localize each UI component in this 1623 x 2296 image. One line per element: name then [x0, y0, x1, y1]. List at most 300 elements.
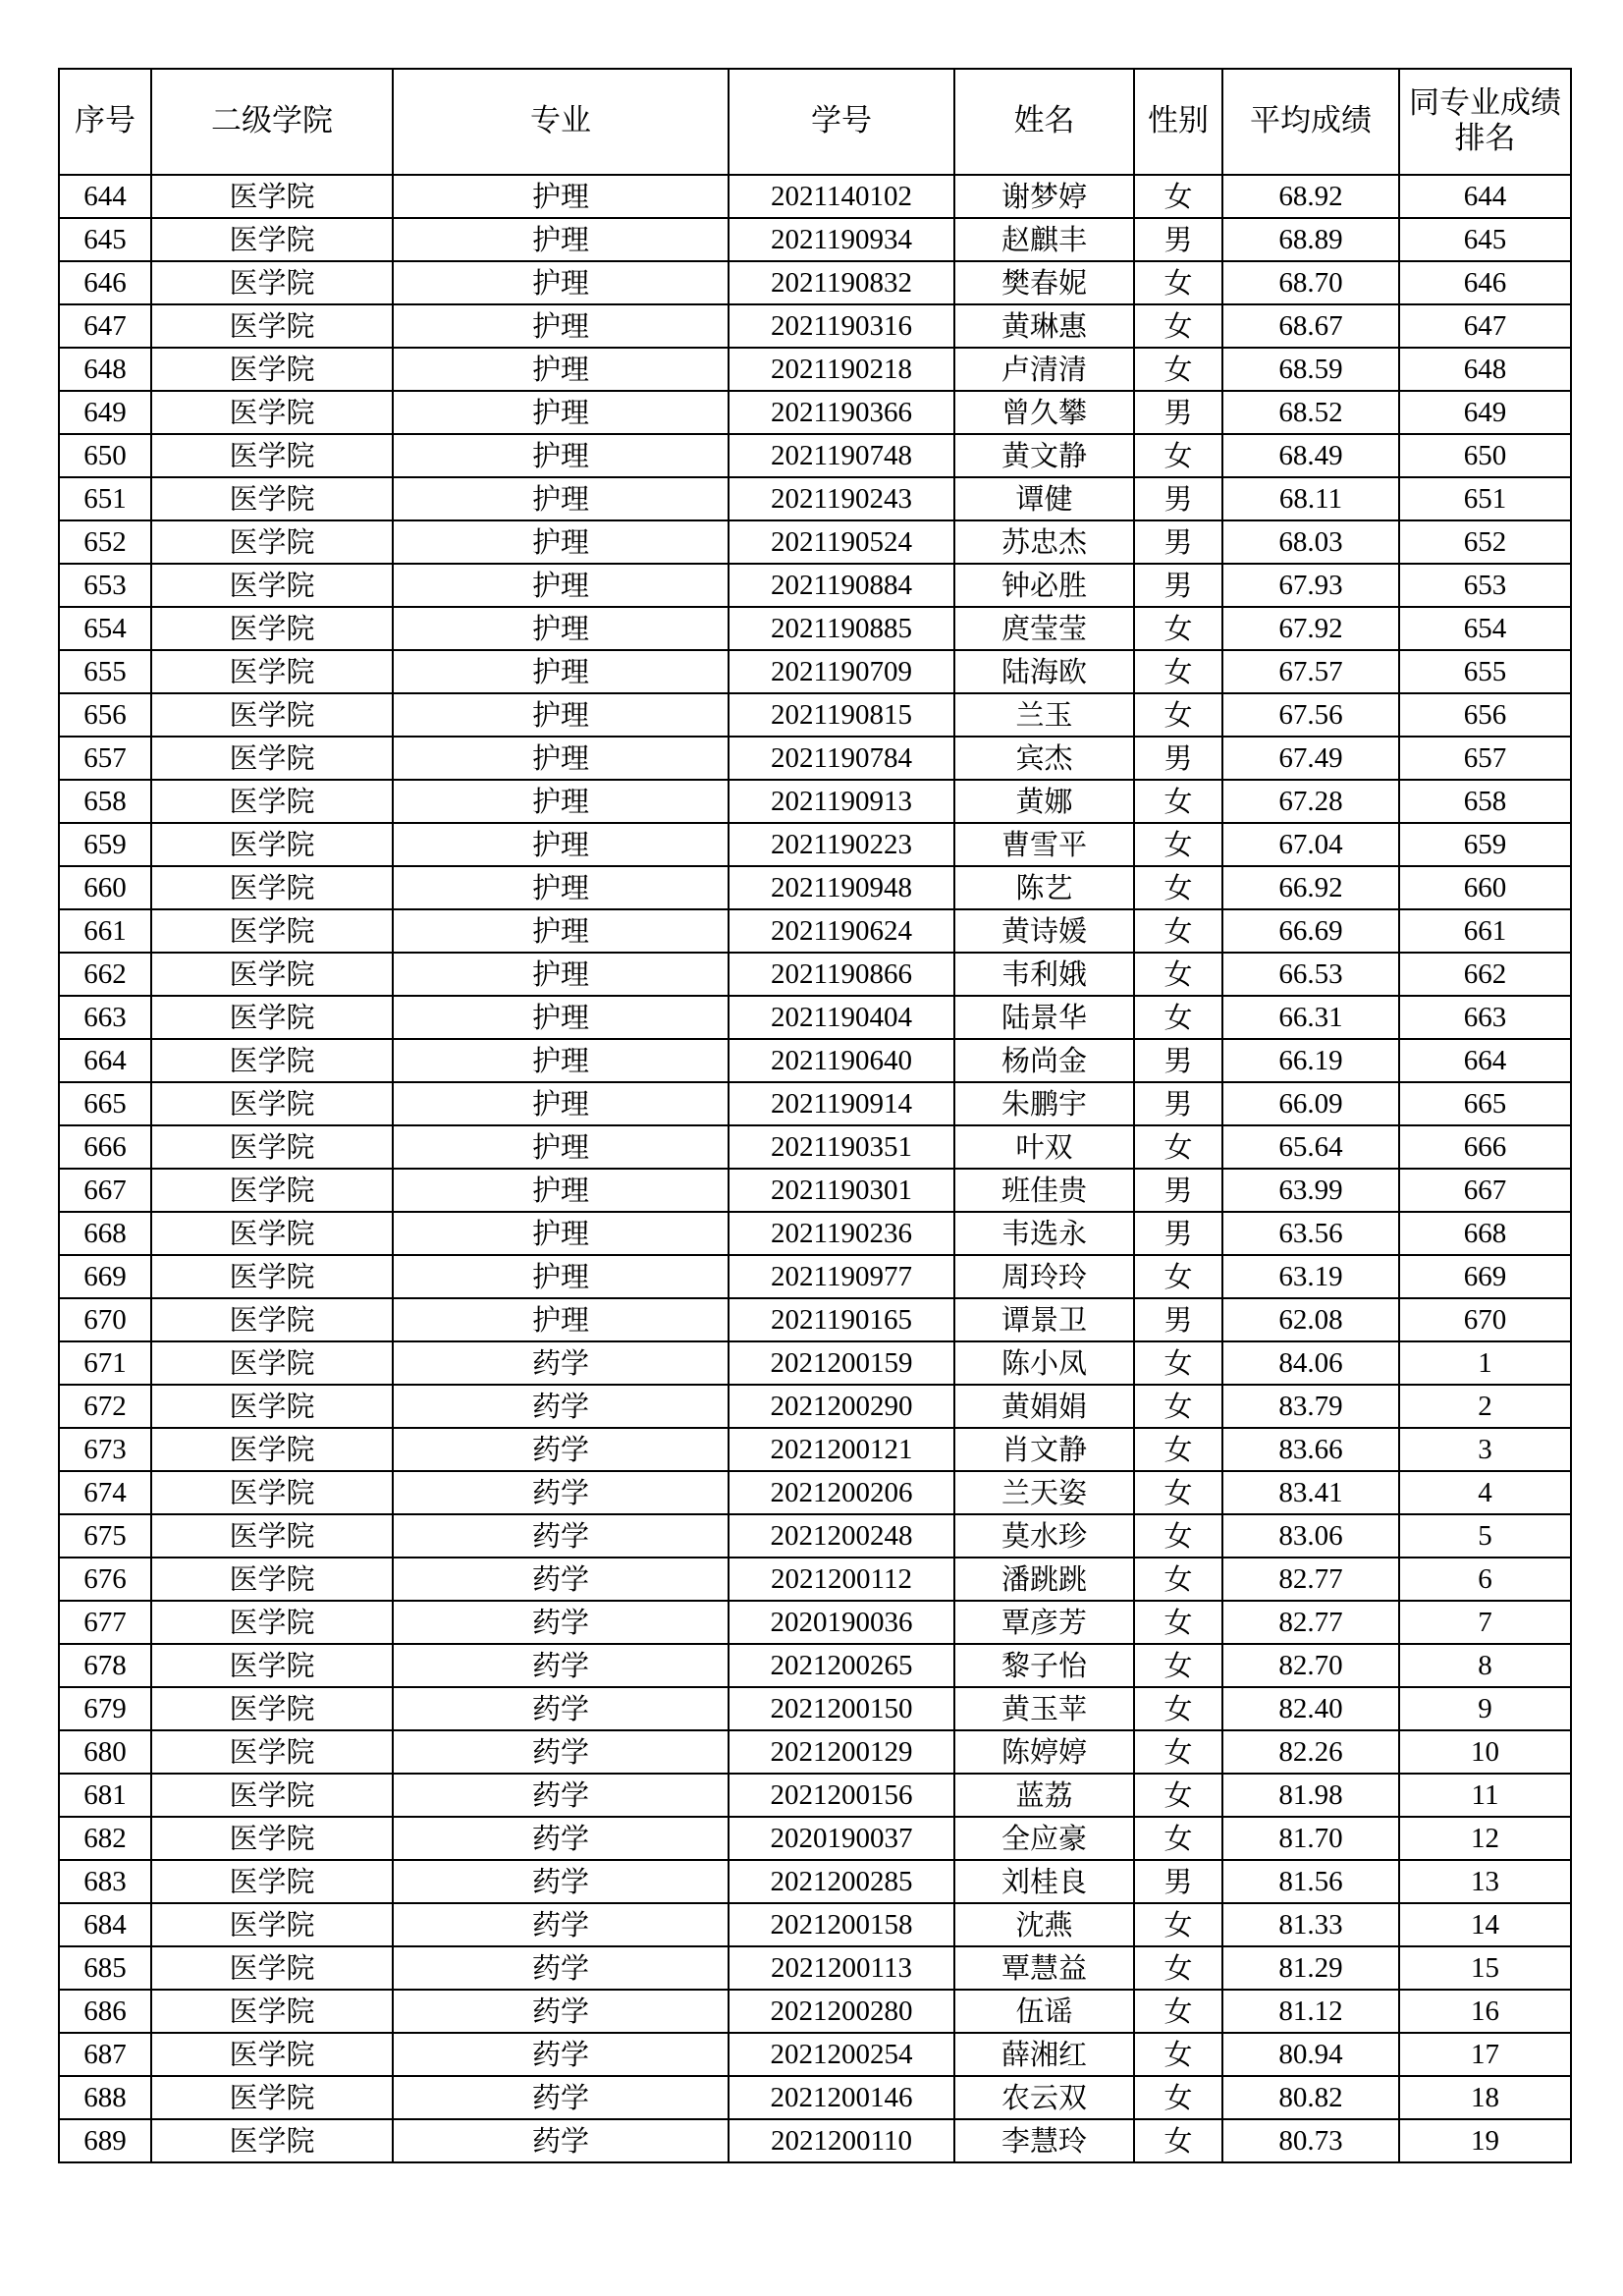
cell-college: 医学院	[151, 650, 393, 693]
cell-major: 护理	[393, 218, 729, 261]
cell-college: 医学院	[151, 737, 393, 780]
cell-major-rank: 659	[1399, 823, 1571, 866]
table-row	[59, 1255, 1571, 1298]
cell-gender: 男	[1134, 1039, 1222, 1082]
cell-gender: 女	[1134, 953, 1222, 996]
cell-gender: 女	[1134, 2119, 1222, 2162]
cell-average-score: 67.92	[1222, 607, 1399, 650]
cell-major-rank: 7	[1399, 1601, 1571, 1644]
cell-name: 陆海欧	[954, 650, 1134, 693]
cell-average-score: 81.56	[1222, 1860, 1399, 1903]
cell-major-rank: 16	[1399, 1990, 1571, 2033]
cell-gender: 女	[1134, 823, 1222, 866]
cell-name: 班佳贵	[954, 1169, 1134, 1212]
cell-major: 护理	[393, 261, 729, 304]
cell-college: 医学院	[151, 1687, 393, 1730]
cell-name: 潘跳跳	[954, 1558, 1134, 1601]
cell-gender: 女	[1134, 1687, 1222, 1730]
table-row	[59, 1730, 1571, 1774]
cell-name: 黄文静	[954, 434, 1134, 477]
cell-student-id: 2021190866	[729, 953, 954, 996]
table-row	[59, 1687, 1571, 1730]
cell-gender: 女	[1134, 1341, 1222, 1385]
cell-major-rank: 2	[1399, 1385, 1571, 1428]
header-average-score: 平均成绩	[1222, 69, 1399, 175]
cell-name: 兰天姿	[954, 1471, 1134, 1514]
cell-name: 肖文静	[954, 1428, 1134, 1471]
cell-student-id: 2021190748	[729, 434, 954, 477]
table-row	[59, 1946, 1571, 1990]
cell-major: 药学	[393, 1601, 729, 1644]
cell-student-id: 2021200112	[729, 1558, 954, 1601]
cell-average-score: 68.70	[1222, 261, 1399, 304]
cell-student-id: 2021200206	[729, 1471, 954, 1514]
cell-name: 赵麒丰	[954, 218, 1134, 261]
cell-index: 650	[59, 434, 151, 477]
cell-name: 韦利娥	[954, 953, 1134, 996]
cell-name: 伍谣	[954, 1990, 1134, 2033]
table-row	[59, 953, 1571, 996]
cell-major: 护理	[393, 996, 729, 1039]
cell-major: 护理	[393, 1298, 729, 1341]
table-row	[59, 1601, 1571, 1644]
cell-name: 全应豪	[954, 1817, 1134, 1860]
table-row	[59, 1212, 1571, 1255]
table-row	[59, 261, 1571, 304]
cell-college: 医学院	[151, 1082, 393, 1125]
cell-major-rank: 657	[1399, 737, 1571, 780]
cell-major: 护理	[393, 175, 729, 218]
table-row	[59, 1774, 1571, 1817]
cell-index: 648	[59, 348, 151, 391]
cell-gender: 女	[1134, 175, 1222, 218]
cell-major: 药学	[393, 2033, 729, 2076]
cell-average-score: 83.06	[1222, 1514, 1399, 1558]
cell-student-id: 2021190784	[729, 737, 954, 780]
cell-average-score: 80.82	[1222, 2076, 1399, 2119]
cell-index: 663	[59, 996, 151, 1039]
cell-student-id: 2021190316	[729, 304, 954, 348]
table-row	[59, 348, 1571, 391]
cell-major-rank: 11	[1399, 1774, 1571, 1817]
cell-gender: 男	[1134, 391, 1222, 434]
cell-average-score: 65.64	[1222, 1125, 1399, 1169]
cell-index: 646	[59, 261, 151, 304]
cell-major-rank: 658	[1399, 780, 1571, 823]
cell-college: 医学院	[151, 1341, 393, 1385]
cell-student-id: 2021200113	[729, 1946, 954, 1990]
table-row	[59, 175, 1571, 218]
cell-average-score: 82.40	[1222, 1687, 1399, 1730]
cell-student-id: 2021190640	[729, 1039, 954, 1082]
cell-average-score: 68.92	[1222, 175, 1399, 218]
cell-gender: 女	[1134, 1903, 1222, 1946]
cell-student-id: 2021190885	[729, 607, 954, 650]
cell-gender: 男	[1134, 564, 1222, 607]
cell-average-score: 63.19	[1222, 1255, 1399, 1298]
cell-index: 681	[59, 1774, 151, 1817]
cell-index: 651	[59, 477, 151, 520]
cell-student-id: 2020190037	[729, 1817, 954, 1860]
cell-major-rank: 8	[1399, 1644, 1571, 1687]
cell-index: 672	[59, 1385, 151, 1428]
cell-major-rank: 665	[1399, 1082, 1571, 1125]
header-college: 二级学院	[151, 69, 393, 175]
cell-name: 黄娜	[954, 780, 1134, 823]
cell-index: 652	[59, 520, 151, 564]
cell-college: 医学院	[151, 1558, 393, 1601]
cell-student-id: 2021190913	[729, 780, 954, 823]
cell-student-id: 2021190218	[729, 348, 954, 391]
cell-gender: 女	[1134, 304, 1222, 348]
cell-college: 医学院	[151, 477, 393, 520]
cell-college: 医学院	[151, 780, 393, 823]
cell-student-id: 2021200280	[729, 1990, 954, 2033]
cell-student-id: 2021190366	[729, 391, 954, 434]
cell-college: 医学院	[151, 909, 393, 953]
cell-major-rank: 664	[1399, 1039, 1571, 1082]
cell-major-rank: 18	[1399, 2076, 1571, 2119]
cell-average-score: 81.29	[1222, 1946, 1399, 1990]
table-row	[59, 304, 1571, 348]
cell-college: 医学院	[151, 2033, 393, 2076]
cell-major-rank: 644	[1399, 175, 1571, 218]
table-row	[59, 218, 1571, 261]
table-row	[59, 1817, 1571, 1860]
cell-name: 曹雪平	[954, 823, 1134, 866]
cell-student-id: 2021190165	[729, 1298, 954, 1341]
cell-index: 688	[59, 2076, 151, 2119]
cell-average-score: 66.19	[1222, 1039, 1399, 1082]
cell-gender: 女	[1134, 1644, 1222, 1687]
cell-gender: 男	[1134, 1169, 1222, 1212]
cell-index: 670	[59, 1298, 151, 1341]
cell-average-score: 66.31	[1222, 996, 1399, 1039]
cell-student-id: 2021190624	[729, 909, 954, 953]
cell-gender: 男	[1134, 218, 1222, 261]
table-row	[59, 1514, 1571, 1558]
cell-average-score: 80.94	[1222, 2033, 1399, 2076]
cell-major-rank: 1	[1399, 1341, 1571, 1385]
table-row	[59, 1169, 1571, 1212]
cell-major-rank: 653	[1399, 564, 1571, 607]
cell-major-rank: 668	[1399, 1212, 1571, 1255]
cell-average-score: 62.08	[1222, 1298, 1399, 1341]
cell-college: 医学院	[151, 953, 393, 996]
cell-major: 药学	[393, 2076, 729, 2119]
cell-major-rank: 13	[1399, 1860, 1571, 1903]
cell-major: 药学	[393, 1428, 729, 1471]
cell-major-rank: 663	[1399, 996, 1571, 1039]
cell-index: 676	[59, 1558, 151, 1601]
cell-major: 护理	[393, 607, 729, 650]
table-row	[59, 996, 1571, 1039]
cell-college: 医学院	[151, 1298, 393, 1341]
cell-major-rank: 654	[1399, 607, 1571, 650]
cell-college: 医学院	[151, 1774, 393, 1817]
cell-name: 宾杰	[954, 737, 1134, 780]
cell-gender: 女	[1134, 909, 1222, 953]
cell-college: 医学院	[151, 1255, 393, 1298]
cell-average-score: 68.89	[1222, 218, 1399, 261]
cell-student-id: 2021200150	[729, 1687, 954, 1730]
table-row	[59, 1428, 1571, 1471]
cell-gender: 男	[1134, 520, 1222, 564]
cell-gender: 女	[1134, 434, 1222, 477]
cell-student-id: 2021190301	[729, 1169, 954, 1212]
cell-major: 护理	[393, 434, 729, 477]
cell-major-rank: 12	[1399, 1817, 1571, 1860]
cell-name: 樊春妮	[954, 261, 1134, 304]
cell-index: 686	[59, 1990, 151, 2033]
cell-name: 周玲玲	[954, 1255, 1134, 1298]
cell-college: 医学院	[151, 1903, 393, 1946]
cell-major-rank: 656	[1399, 693, 1571, 737]
cell-name: 刘桂良	[954, 1860, 1134, 1903]
cell-major: 药学	[393, 1471, 729, 1514]
table-row	[59, 737, 1571, 780]
cell-student-id: 2021200265	[729, 1644, 954, 1687]
cell-student-id: 2021200285	[729, 1860, 954, 1903]
table-row	[59, 607, 1571, 650]
cell-average-score: 68.67	[1222, 304, 1399, 348]
cell-student-id: 2021200290	[729, 1385, 954, 1428]
cell-student-id: 2021190934	[729, 218, 954, 261]
cell-index: 689	[59, 2119, 151, 2162]
cell-college: 医学院	[151, 1817, 393, 1860]
cell-average-score: 81.70	[1222, 1817, 1399, 1860]
cell-college: 医学院	[151, 1212, 393, 1255]
table-row	[59, 1385, 1571, 1428]
cell-gender: 女	[1134, 1471, 1222, 1514]
cell-name: 钟必胜	[954, 564, 1134, 607]
table-row	[59, 823, 1571, 866]
cell-gender: 男	[1134, 1212, 1222, 1255]
cell-index: 665	[59, 1082, 151, 1125]
table-row	[59, 1644, 1571, 1687]
cell-average-score: 63.56	[1222, 1212, 1399, 1255]
cell-college: 医学院	[151, 996, 393, 1039]
cell-major: 药学	[393, 1514, 729, 1558]
cell-major: 药学	[393, 1946, 729, 1990]
cell-name: 李慧玲	[954, 2119, 1134, 2162]
cell-major-rank: 660	[1399, 866, 1571, 909]
cell-gender: 男	[1134, 1860, 1222, 1903]
cell-gender: 女	[1134, 2033, 1222, 2076]
cell-major-rank: 648	[1399, 348, 1571, 391]
cell-college: 医学院	[151, 564, 393, 607]
cell-major: 护理	[393, 391, 729, 434]
cell-average-score: 68.49	[1222, 434, 1399, 477]
header-major: 专业	[393, 69, 729, 175]
cell-major-rank: 667	[1399, 1169, 1571, 1212]
cell-major: 护理	[393, 304, 729, 348]
table-row	[59, 564, 1571, 607]
cell-major: 药学	[393, 1730, 729, 1774]
cell-name: 陆景华	[954, 996, 1134, 1039]
cell-name: 黄琳惠	[954, 304, 1134, 348]
cell-college: 医学院	[151, 1730, 393, 1774]
cell-student-id: 2021190223	[729, 823, 954, 866]
cell-student-id: 2021190977	[729, 1255, 954, 1298]
cell-index: 683	[59, 1860, 151, 1903]
cell-college: 医学院	[151, 175, 393, 218]
cell-major: 护理	[393, 823, 729, 866]
cell-average-score: 81.12	[1222, 1990, 1399, 2033]
cell-gender: 女	[1134, 607, 1222, 650]
cell-college: 医学院	[151, 823, 393, 866]
cell-student-id: 2021200146	[729, 2076, 954, 2119]
cell-gender: 男	[1134, 1298, 1222, 1341]
cell-student-id: 2021190884	[729, 564, 954, 607]
cell-average-score: 82.70	[1222, 1644, 1399, 1687]
cell-major-rank: 662	[1399, 953, 1571, 996]
cell-average-score: 68.03	[1222, 520, 1399, 564]
cell-college: 医学院	[151, 520, 393, 564]
cell-student-id: 2021190236	[729, 1212, 954, 1255]
cell-major-rank: 17	[1399, 2033, 1571, 2076]
cell-major-rank: 669	[1399, 1255, 1571, 1298]
cell-major-rank: 15	[1399, 1946, 1571, 1990]
table-row	[59, 866, 1571, 909]
table-row	[59, 1341, 1571, 1385]
cell-index: 679	[59, 1687, 151, 1730]
table-row	[59, 780, 1571, 823]
cell-major: 护理	[393, 650, 729, 693]
cell-student-id: 2021200158	[729, 1903, 954, 1946]
cell-college: 医学院	[151, 348, 393, 391]
cell-average-score: 83.41	[1222, 1471, 1399, 1514]
cell-index: 666	[59, 1125, 151, 1169]
cell-name: 陈小凤	[954, 1341, 1134, 1385]
cell-gender: 女	[1134, 1817, 1222, 1860]
cell-college: 医学院	[151, 261, 393, 304]
cell-name: 朱鹏宇	[954, 1082, 1134, 1125]
cell-major: 护理	[393, 1255, 729, 1298]
cell-average-score: 67.49	[1222, 737, 1399, 780]
cell-name: 黄玉苹	[954, 1687, 1134, 1730]
cell-major-rank: 6	[1399, 1558, 1571, 1601]
cell-index: 664	[59, 1039, 151, 1082]
table-row	[59, 650, 1571, 693]
cell-name: 杨尚金	[954, 1039, 1134, 1082]
cell-college: 医学院	[151, 434, 393, 477]
cell-major: 药学	[393, 1341, 729, 1385]
cell-major-rank: 14	[1399, 1903, 1571, 1946]
cell-index: 674	[59, 1471, 151, 1514]
table-row	[59, 1298, 1571, 1341]
cell-college: 医学院	[151, 391, 393, 434]
cell-gender: 女	[1134, 996, 1222, 1039]
cell-college: 医学院	[151, 1428, 393, 1471]
cell-index: 661	[59, 909, 151, 953]
cell-average-score: 63.99	[1222, 1169, 1399, 1212]
table-row	[59, 2119, 1571, 2162]
cell-major: 药学	[393, 1385, 729, 1428]
table-row	[59, 1903, 1571, 1946]
table-row	[59, 2033, 1571, 2076]
cell-average-score: 82.77	[1222, 1558, 1399, 1601]
cell-major: 护理	[393, 564, 729, 607]
cell-major: 药学	[393, 1990, 729, 2033]
cell-gender: 女	[1134, 650, 1222, 693]
cell-name: 沈燕	[954, 1903, 1134, 1946]
cell-index: 645	[59, 218, 151, 261]
cell-gender: 女	[1134, 1428, 1222, 1471]
cell-average-score: 68.52	[1222, 391, 1399, 434]
cell-index: 668	[59, 1212, 151, 1255]
cell-gender: 女	[1134, 866, 1222, 909]
cell-gender: 女	[1134, 780, 1222, 823]
cell-average-score: 83.66	[1222, 1428, 1399, 1471]
cell-average-score: 67.93	[1222, 564, 1399, 607]
cell-name: 黄娟娟	[954, 1385, 1134, 1428]
cell-index: 687	[59, 2033, 151, 2076]
cell-college: 医学院	[151, 1169, 393, 1212]
cell-gender: 女	[1134, 1125, 1222, 1169]
cell-major: 药学	[393, 1774, 729, 1817]
cell-index: 682	[59, 1817, 151, 1860]
cell-name: 黎子怡	[954, 1644, 1134, 1687]
cell-student-id: 2020190036	[729, 1601, 954, 1644]
cell-major: 护理	[393, 953, 729, 996]
cell-gender: 女	[1134, 2076, 1222, 2119]
grades-table	[58, 68, 1572, 2163]
cell-average-score: 67.04	[1222, 823, 1399, 866]
cell-major-rank: 10	[1399, 1730, 1571, 1774]
cell-college: 医学院	[151, 1039, 393, 1082]
cell-gender: 女	[1134, 348, 1222, 391]
cell-major-rank: 646	[1399, 261, 1571, 304]
cell-major: 药学	[393, 1687, 729, 1730]
cell-index: 684	[59, 1903, 151, 1946]
cell-average-score: 66.92	[1222, 866, 1399, 909]
cell-average-score: 81.33	[1222, 1903, 1399, 1946]
table-row	[59, 1860, 1571, 1903]
cell-student-id: 2021200254	[729, 2033, 954, 2076]
cell-name: 黄诗媛	[954, 909, 1134, 953]
cell-college: 医学院	[151, 1471, 393, 1514]
cell-major: 药学	[393, 1558, 729, 1601]
cell-name: 庹莹莹	[954, 607, 1134, 650]
cell-major-rank: 670	[1399, 1298, 1571, 1341]
cell-index: 680	[59, 1730, 151, 1774]
cell-major-rank: 19	[1399, 2119, 1571, 2162]
cell-index: 685	[59, 1946, 151, 1990]
cell-major-rank: 4	[1399, 1471, 1571, 1514]
table-header	[59, 69, 1571, 175]
cell-major: 护理	[393, 780, 729, 823]
cell-college: 医学院	[151, 1601, 393, 1644]
cell-major-rank: 666	[1399, 1125, 1571, 1169]
cell-college: 医学院	[151, 1385, 393, 1428]
cell-average-score: 66.53	[1222, 953, 1399, 996]
cell-index: 647	[59, 304, 151, 348]
cell-name: 曾久攀	[954, 391, 1134, 434]
table-row	[59, 434, 1571, 477]
cell-gender: 女	[1134, 1255, 1222, 1298]
cell-major-rank: 651	[1399, 477, 1571, 520]
cell-index: 654	[59, 607, 151, 650]
cell-index: 671	[59, 1341, 151, 1385]
cell-name: 韦选永	[954, 1212, 1134, 1255]
cell-major: 护理	[393, 1169, 729, 1212]
table-row	[59, 1125, 1571, 1169]
header-name: 姓名	[954, 69, 1134, 175]
cell-student-id: 2021190815	[729, 693, 954, 737]
cell-name: 苏忠杰	[954, 520, 1134, 564]
cell-gender: 男	[1134, 737, 1222, 780]
